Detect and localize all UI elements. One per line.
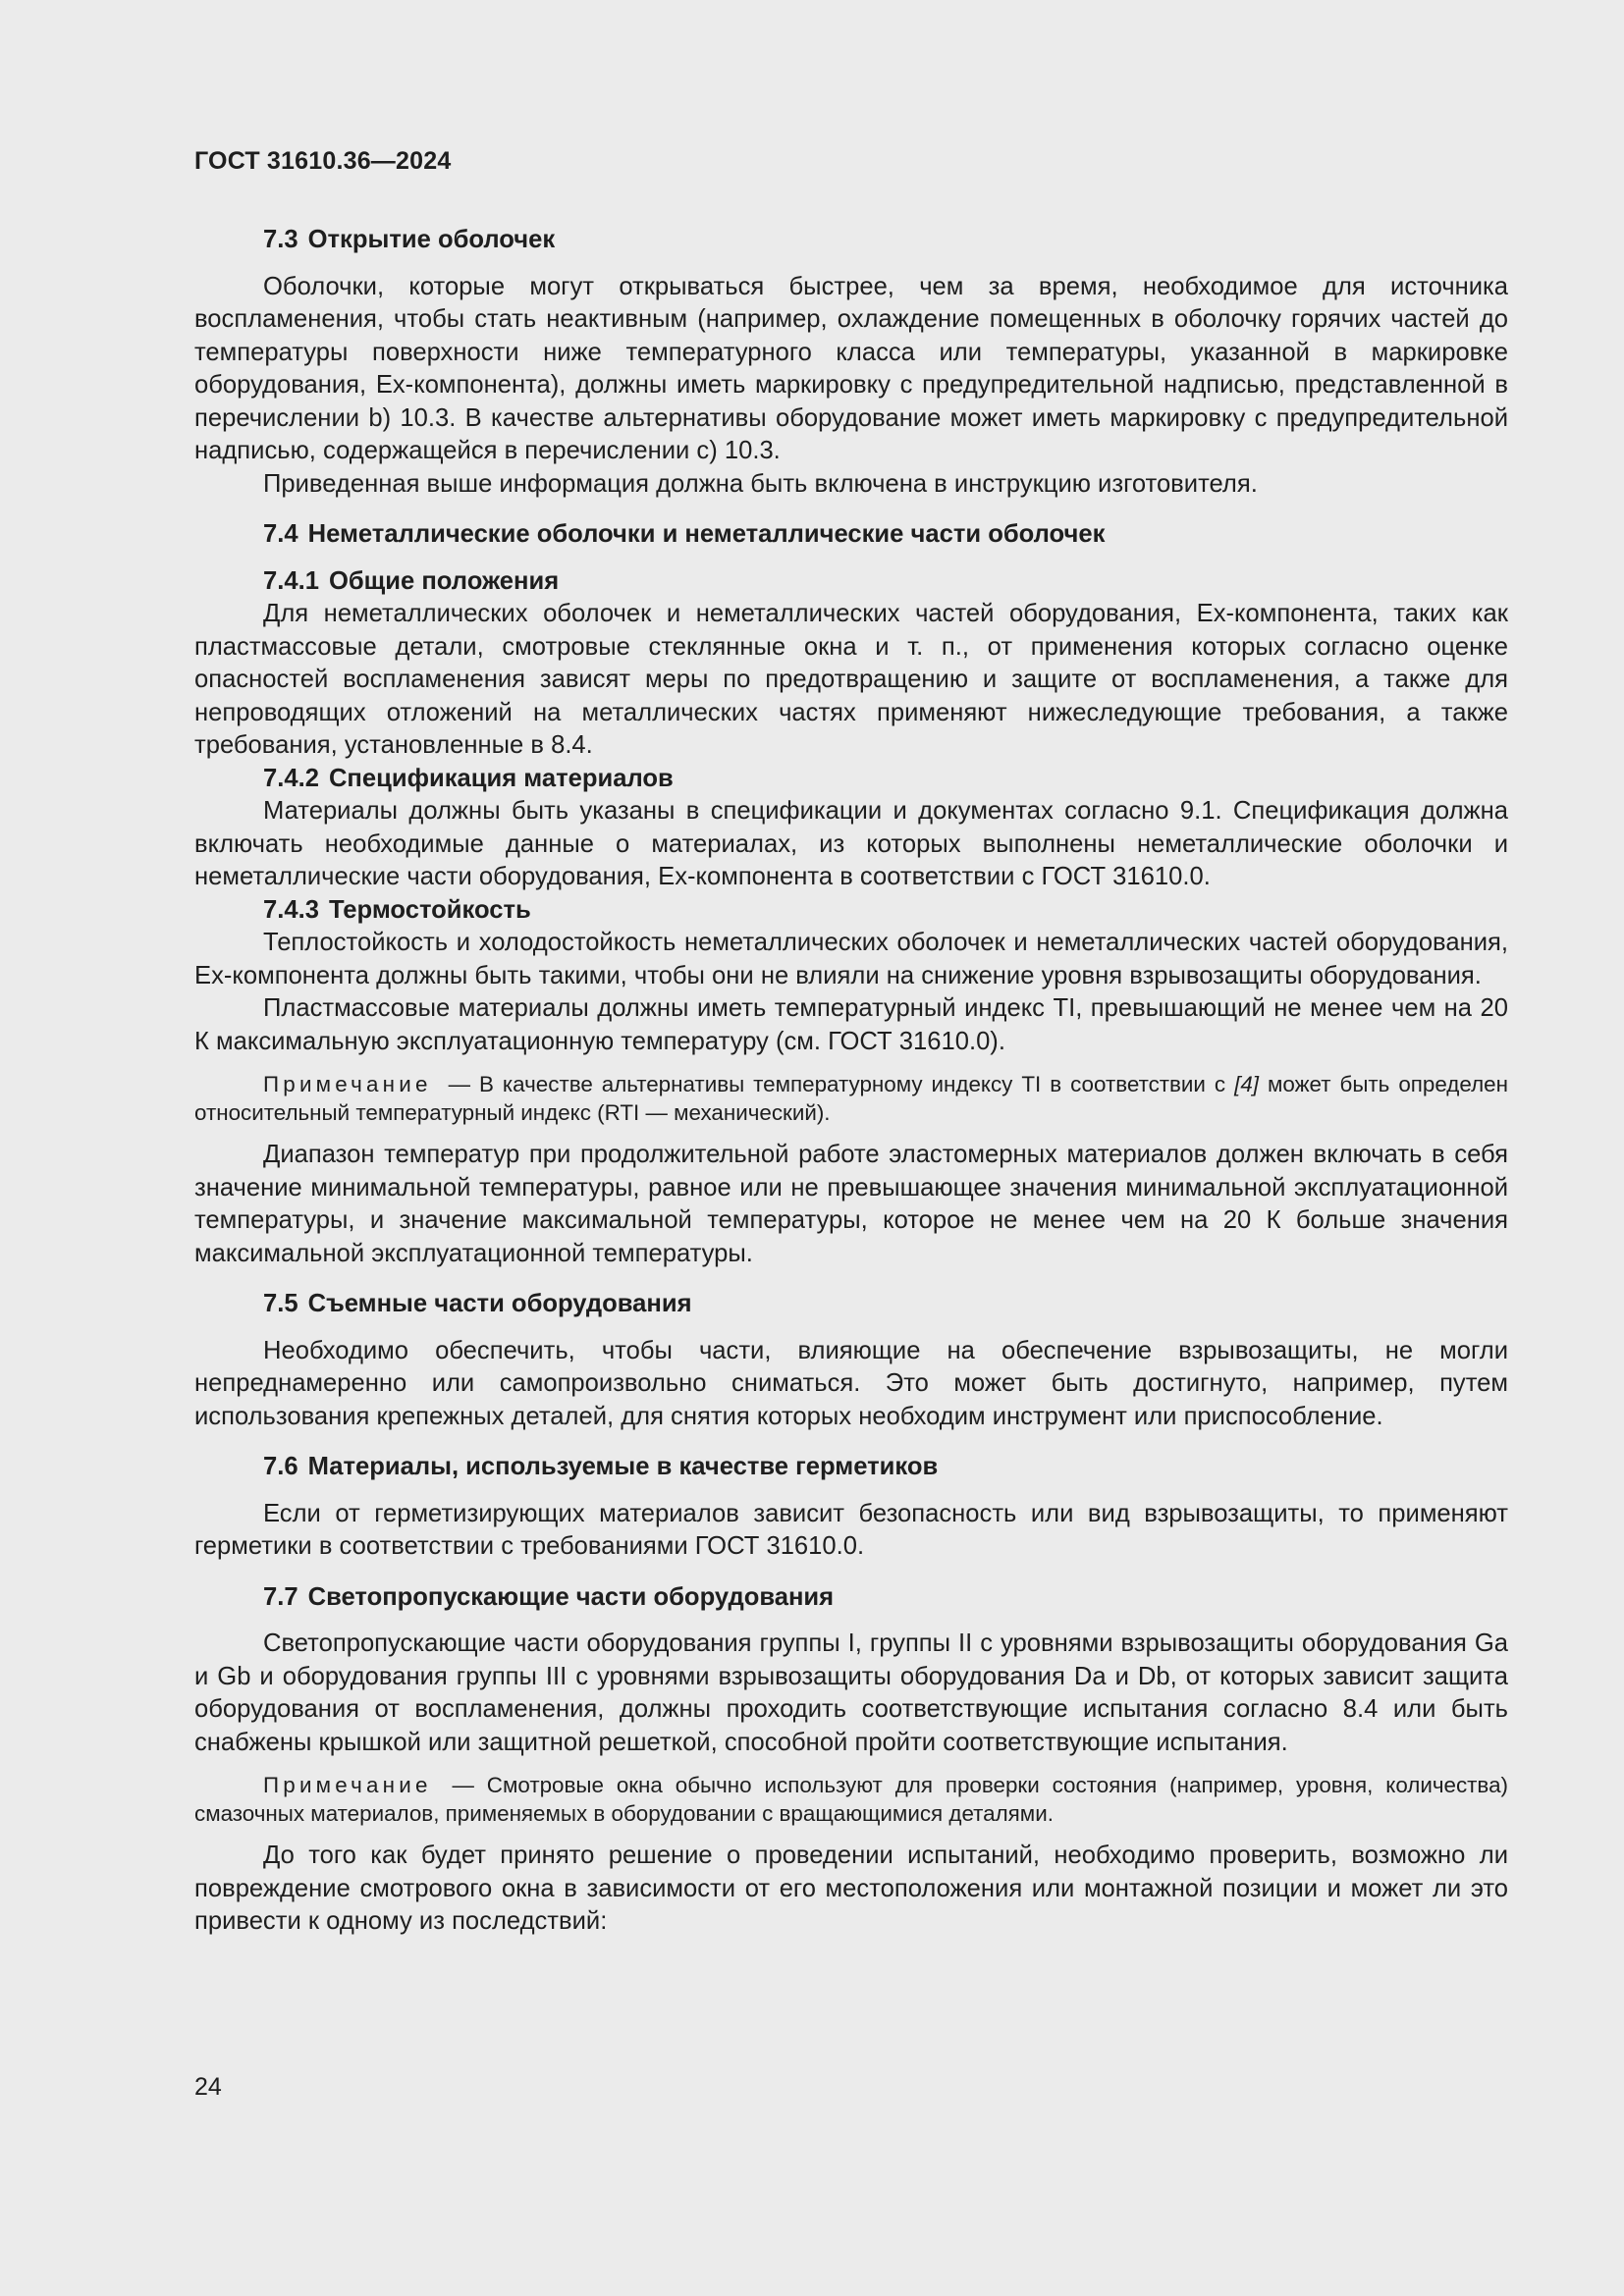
section-number: 7.5	[263, 1290, 298, 1317]
section-heading-7-4	[194, 518, 1508, 552]
subsection-number: 7.4.3	[263, 895, 319, 924]
note-text: — В качестве альтернативы температурному индексу TI в соответствии с	[448, 1072, 1226, 1096]
document-header: ГОСТ 31610.36—2024	[194, 147, 452, 175]
subsection-title: Термостойкость	[328, 895, 531, 924]
section-title: Материалы, используемые в качестве герметиков	[307, 1453, 939, 1480]
paragraph: Пластмассовые материалы должны иметь температурный индекс TI, превышающий не менее чем на 20 К максимальную эксплуатационную температуру (см. ГОСТ 31610.0).	[194, 994, 1508, 1055]
section-title: Открытие оболочек	[307, 226, 556, 253]
document-body	[194, 224, 1508, 1939]
section-number: 7.4	[263, 520, 298, 548]
section-heading-7-3	[194, 224, 1508, 257]
note-text: может быть определен относительный температурный индекс (RTI — механический).	[194, 1072, 1508, 1125]
section-title: Светопропускающие части оборудования	[307, 1582, 835, 1611]
page-number: 24	[194, 2073, 222, 2101]
section-number: 7.3	[263, 226, 298, 253]
note-label: Примечание	[263, 1072, 432, 1096]
paragraph: Для неметаллических оболочек и неметаллических частей оборудования, Ex-компонента, таких как пластмассовые детали, смотровые стеклянные окна и т. п., от применения которых согласно оценке опасностей воспламенения зависят меры по предотвращению и защите от воспламенения, а также для непроводящих отложений на металлических частях применяют нижеследующие требования, а также требования, установленные в 8.4.	[194, 600, 1508, 759]
section-number: 7.7	[263, 1582, 298, 1611]
section-heading-7-5	[194, 1288, 1508, 1321]
subsection-heading-7-4-2	[194, 763, 1508, 796]
subsection-title: Спецификация материалов	[328, 764, 674, 792]
section-heading-7-6	[194, 1451, 1508, 1484]
note-label: Примечание	[263, 1773, 432, 1797]
paragraph: Теплостойкость и холодостойкость неметаллических оболочек и неметаллических частей оборудования, Ex-компонента должны быть такими, чтобы они не влияли на снижение уровня взрывозащиты оборудования.	[194, 929, 1508, 989]
subsection-number: 7.4.1	[263, 566, 319, 595]
paragraph: Необходимо обеспечить, чтобы части, влияющие на обеспечение взрывозащиты, не могли непреднамеренно или самопроизвольно сниматься. Это может быть достигнуто, например, путем использования крепежных деталей, для снятия которых необходим инструмент или приспособление.	[194, 1336, 1508, 1430]
subsection-heading-7-4-1	[194, 565, 1508, 599]
paragraph: Приведенная выше информация должна быть включена в инструкцию изготовителя.	[263, 469, 1258, 498]
note	[194, 1771, 1508, 1828]
note-text: — Смотровые окна обычно используют для проверки состояния (например, уровня, количества) смазочных материалов, применяемых в оборудовании с вращающимися деталями.	[194, 1773, 1508, 1826]
section-title: Неметаллические оболочки и неметаллические части оболочек	[307, 520, 1106, 548]
section-heading-7-7	[194, 1581, 1508, 1615]
paragraph: Оболочки, которые могут открываться быстрее, чем за время, необходимое для источника воспламенения, чтобы стать неактивным (например, охлаждение помещенных в оболочку горячих частей до температуры поверхности ниже температурного класса или температуры, указанной в маркировке оборудования, Ex-компонента), должны иметь маркировку с предупредительной надписью, представленной в перечислении b) 10.3. В качестве альтернативы оборудование может иметь маркировку с предупредительной надписью, содержащейся в перечислении с) 10.3.	[194, 272, 1508, 464]
paragraph: Светопропускающие части оборудования группы I, группы II с уровнями взрывозащиты оборудования Ga и Gb и оборудования группы III с уровнями взрывозащиты оборудования Da и Db, от которых зависит защита оборудования от воспламенения, должны проходить соответствующие испытания согласно 8.4 или быть снабжены крышкой или защитной решеткой, способной пройти соответствующие испытания.	[194, 1629, 1508, 1756]
paragraph: Диапазон температур при продолжительной работе эластомерных материалов должен включать в себя значение минимальной температуры, равное или не превышающее значения минимальной эксплуатационной температуры, и значение максимальной температуры, которое не менее чем на 20 К больше значения максимальной эксплуатационной температуры.	[194, 1141, 1508, 1267]
paragraph: Если от герметизирующих материалов зависит безопасность или вид взрывозащиты, то применяют герметики в соответствии с требованиями ГОСТ 31610.0.	[194, 1499, 1508, 1560]
note	[194, 1070, 1508, 1127]
subsection-number: 7.4.2	[263, 764, 319, 792]
paragraph: До того как будет принято решение о проведении испытаний, необходимо проверить, возможно ли повреждение смотрового окна в зависимости от его местоположения или монтажной позиции и может ли это привести к одному из последствий:	[194, 1842, 1508, 1935]
subsection-heading-7-4-3	[194, 894, 1508, 928]
section-number: 7.6	[263, 1453, 298, 1480]
reference-link[interactable]: [4]	[1234, 1072, 1259, 1096]
section-title: Съемные части оборудования	[307, 1290, 692, 1317]
subsection-title: Общие положения	[328, 566, 560, 595]
paragraph: Материалы должны быть указаны в спецификации и документах согласно 9.1. Спецификация должна включать необходимые данные о материалах, из которых выполнены неметаллические оболочки и неметаллические части оборудования, Ex-компонента в соответствии с ГОСТ 31610.0.	[194, 797, 1508, 890]
